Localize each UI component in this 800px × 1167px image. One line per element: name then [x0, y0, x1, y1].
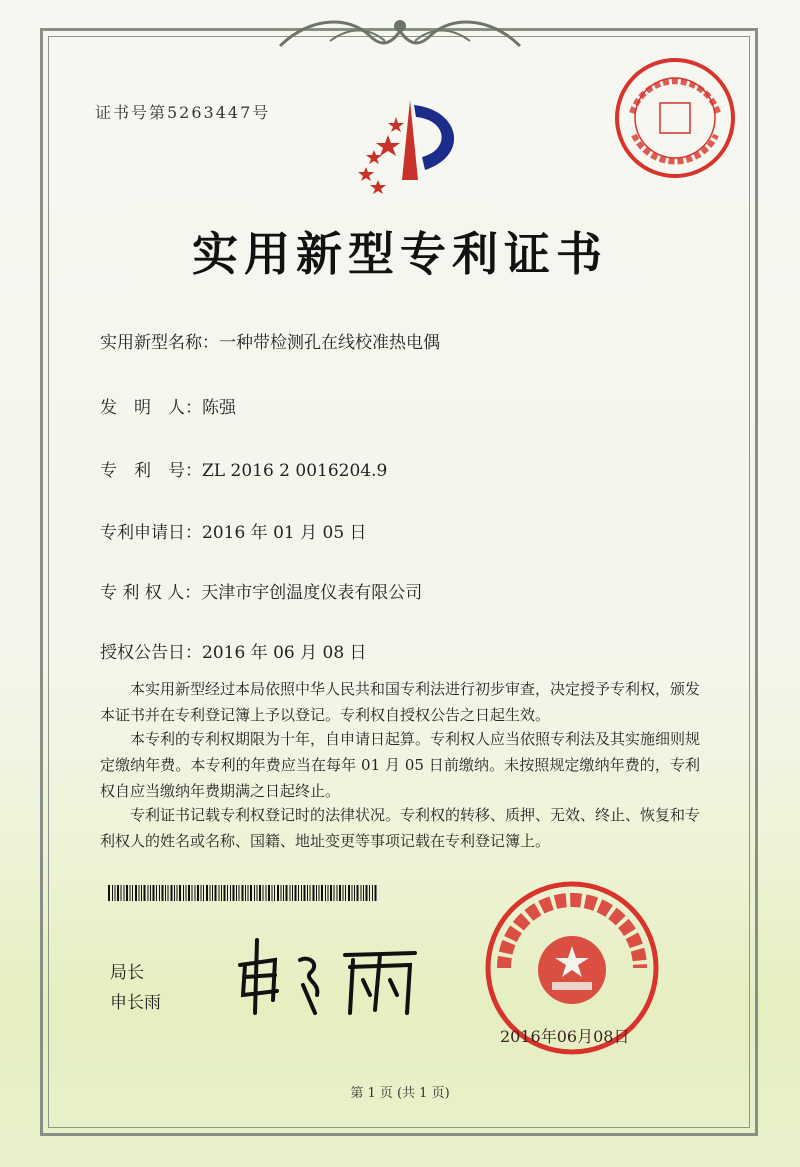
body-paragraph-1 — [100, 676, 700, 728]
field-grant-date — [100, 638, 367, 663]
field-label: 专利申请日： — [100, 523, 202, 543]
tax-stamp-icon — [612, 55, 738, 181]
field-application-date — [100, 518, 367, 543]
certificate-title: 实用新型专利证书 — [192, 227, 608, 281]
certificate-number: 证书号第5263447号 — [95, 103, 271, 122]
body-paragraph-text: 本实用新型经过本局依照中华人民共和国专利法进行初步审查，决定授予专利权，颁发本证书并在专利登记簿上予以登记。专利权自授权公告之日起生效。 — [100, 680, 701, 724]
field-value: 2016 年 01 月 05 日 — [202, 523, 367, 543]
body-paragraph-text: 本专利的专利权期限为十年，自申请日起算。专利权人应当依照专利法及其实施细则规定缴纳年费。本专利的年费应当在每年 01 月 05 日前缴纳。未按照规定缴纳年费的，专利权自应当缴纳年费期满之日起终止。 — [100, 730, 701, 800]
field-value: 一种带检测孔在线校准热电偶 — [219, 333, 440, 353]
field-label: 发 明 人： — [100, 398, 202, 418]
field-label: 授权公告日： — [100, 643, 202, 663]
field-inventor — [100, 393, 236, 418]
field-patentee — [100, 578, 422, 603]
field-label: 实用新型名称： — [100, 333, 219, 353]
seal-date: 2016年06月08日 — [500, 1027, 630, 1046]
field-label: 专 利 号： — [100, 461, 202, 481]
top-ornament-icon — [270, 6, 530, 66]
field-label: 专 利 权 人： — [100, 583, 202, 603]
page-footer: 第 1 页 (共 1 页) — [350, 1086, 450, 1101]
field-value: 天津市宇创温度仪表有限公司 — [201, 583, 423, 603]
field-value: 2016 年 06 月 08 日 — [202, 643, 367, 663]
director-name: 申长雨 — [110, 993, 161, 1013]
body-paragraph-text: 专利证书记载专利权登记时的法律状况。专利权的转移、质押、无效、终止、恢复和专利权人的姓名或名称、国籍、地址变更等事项记载在专利登记簿上。 — [100, 806, 701, 850]
director-signature-icon — [225, 925, 425, 1020]
field-value: ZL 2016 2 0016204.9 — [202, 461, 388, 481]
field-patent-number — [100, 456, 387, 481]
patent-office-emblem-icon — [330, 95, 470, 200]
field-utility-model-name — [100, 328, 440, 353]
barcode-icon — [108, 885, 378, 901]
field-value: 陈强 — [202, 398, 236, 418]
body-paragraph-2 — [100, 726, 700, 804]
director-title: 局长 — [110, 963, 144, 983]
body-paragraph-3 — [100, 802, 700, 854]
